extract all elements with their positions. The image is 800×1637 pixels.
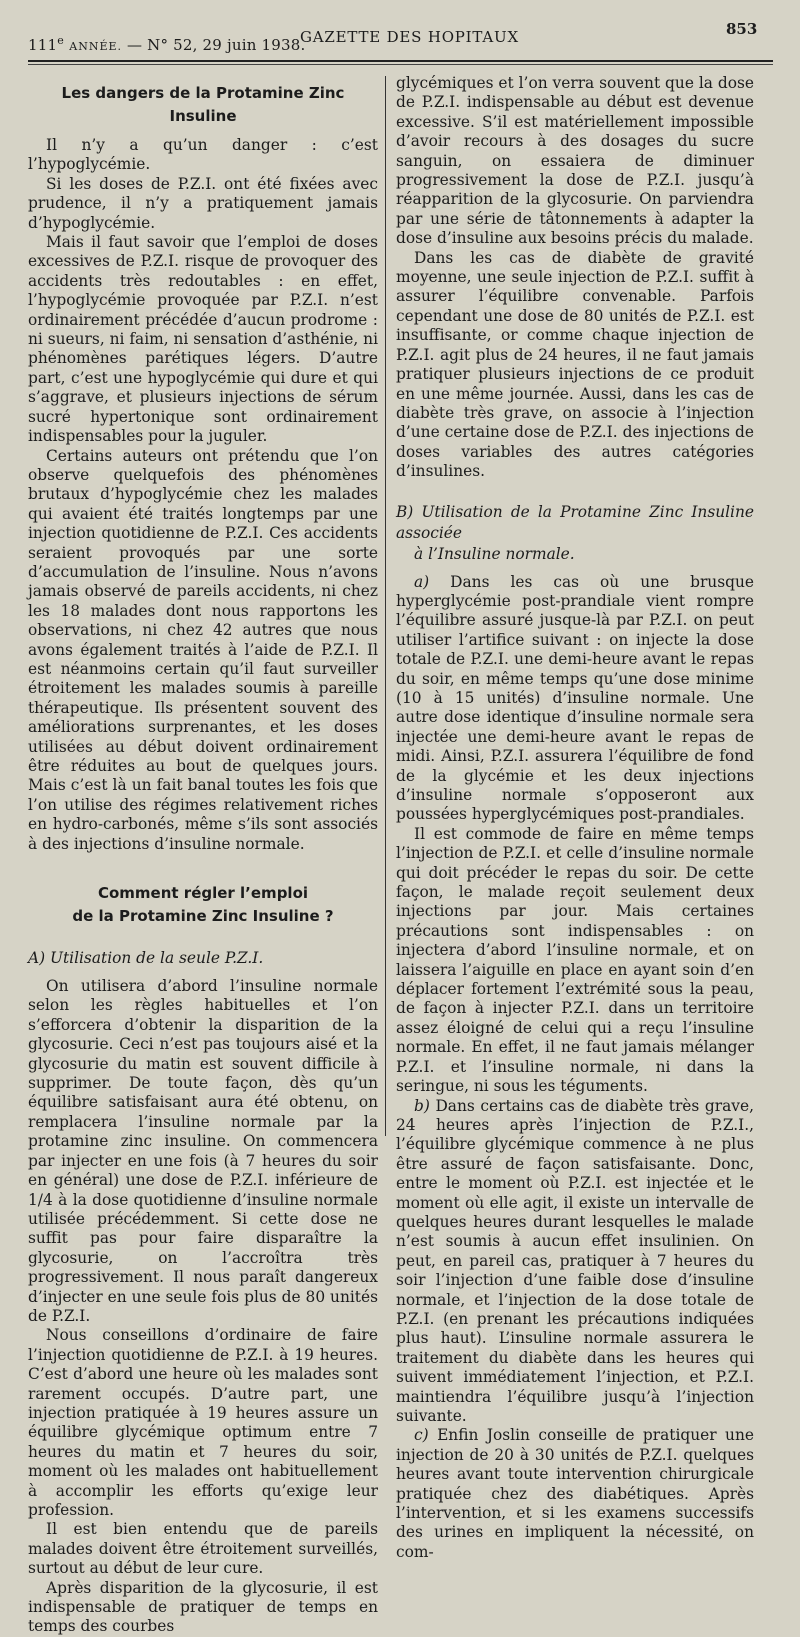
page-header [0, 0, 800, 70]
paragraph: Il est commode de faire en même temps l’injection de P.Z.I. et celle d’insuline normale qui doit précéder le repas du soir. De cette façon, le malade reçoit seulement deux injections par jour. Mais certaines précautions sont indispensables : on injectera d’abord l’insuline normale, et on laissera l’aiguille en place en ayant soin d’en déplacer fortement l’extrémité sous la peau, de façon à injecter P.Z.I. dans un territoire assez éloigné de celui qui a reçu l’insuline normale. En effet, il ne faut jamais mélanger P.Z.I. et l’insuline normale, ni dans la seringue, ni sous les téguments. [396, 824, 754, 1096]
item-b [396, 1097, 754, 1427]
item-b-label: b) [414, 1096, 430, 1115]
left-column [28, 74, 378, 1637]
paragraph: Nous conseillons d’ordinaire de faire l’injection quotidienne de P.Z.I. à 19 heures. C’est d’abord une heure où les malades sont rarement occupés. D’autre part, une injection pratiquée à 19 heures assure un équilibre glycémique optimum entre 7 heures du matin et 7 heures du soir, moment où les malades ont habituellement à accomplir les efforts qu’exige leur profession. [28, 1326, 378, 1519]
issue-date: — N° 52, 29 juin 1938. [122, 36, 306, 54]
column-divider [385, 76, 386, 1136]
item-c-label: c) [414, 1426, 429, 1445]
paragraph: Certains auteurs ont prétendu que l’on observe quelquefois des phénomènes brutaux d’hypoglycémie chez les malades qui avaient été traités longtemps par une injection quotidienne de P.Z.I. Ces accidents seraient provoqués par une sorte d’accumulation de l’insuline. Nous n’avons jamais observé de pareils accidents, ni chez les 18 malades dont nous rapportons les observations, ni chez 42 autres que nous avons également traités à l’aide de P.Z.I. Il est néanmoins certain qu’il faut surveiller étroitement les malades soumis à pareille thérapeutique. Ils présentent souvent des améliorations surprenantes, et les doses utilisées au début doivent ordinairement être réduites au bout de quelques jours. Mais c’est là un fait banal toutes les fois que l’on utilise des régimes relativement riches en hydro-carbonés, même s’ils sont associés à des injections d’insuline normale. [28, 446, 378, 853]
section-title-dangers: Les dangers de la Protamine Zinc Insuline [61, 84, 345, 125]
volume-suffix: e [57, 34, 65, 47]
item-a-label: a) [414, 572, 430, 591]
paragraph: Dans les cas de diabète de gravité moyenne, une seule injection de P.Z.I. suffit à assurer l’équilibre convenable. Parfois cependant une dose de 80 unités de P.Z.I. est insuffisante, or comme chaque injection de P.Z.I. agit plus de 24 heures, il ne faut jamais pratiquer plusieurs injections de ce produit en une même journée. Aussi, dans les cas de diabète très grave, on associe à l’injection d’une certaine dose de P.Z.I. des injections de doses variables des autres catégories d’insulines. [396, 248, 754, 481]
header-rule-thin [28, 64, 773, 65]
subsection-a-title: A) Utilisation de la seule P.Z.I. [28, 949, 264, 968]
annee-label: ANNÉE. [64, 40, 122, 53]
subsection-b-line1: B) Utilisation de la Protamine Zinc Insuline associée [396, 502, 754, 542]
subsection-b-line2: à l’Insuline normale. [414, 544, 575, 563]
item-a-text: Dans les cas où une brusque hyperglycémie post-prandiale vient rompre l’équilibre assuré jusque-là par P.Z.I. on peut utiliser l’artifice suivant : on injecte la dose totale de P.Z.I. une demi-heure avant le repas du soir, en même temps qu’une dose minime (10 à 15 unités) d’insuline normale. Une autre dose identique d’insuline normale sera injectée une demi-heure avant le repas de midi. Ainsi, P.Z.I. assurera l’équilibre de fond de la glycémie et les deux injections d’insuline normale s’opposeront aux poussées hyperglycémiques post-prandiales. [396, 572, 754, 824]
header-rule [28, 60, 773, 62]
issue-info [28, 34, 306, 54]
section-title-line2: de la Protamine Zinc Insuline ? [72, 907, 334, 926]
item-c [396, 1426, 754, 1562]
paragraph: Mais il faut savoir que l’emploi de doses excessives de P.Z.I. risque de provoquer des accidents très redoutables : en effet, l’hypoglycémie provoquée par P.Z.I. n’est ordinairement précédée d’aucun prodrome : ni sueurs, ni faim, ni sensation d’asthénie, ni phénomènes parétiques légers. D’autre part, c’est une hypoglycémie qui dure et qui s’aggrave, et plusieurs injections de sérum sucré hypertonique sont ordinairement indispensables pour la juguler. [28, 233, 378, 446]
subsection-b-title [396, 502, 754, 565]
paragraph: Il est bien entendu que de pareils malades doivent être étroitement surveillés, surtout au début de leur cure. [28, 1520, 378, 1578]
paragraph: Il n’y a qu’un danger : c’est l’hypoglycémie. [28, 136, 378, 174]
volume-number: 111 [28, 36, 58, 54]
item-b-text: Dans certains cas de diabète très grave, 24 heures après l’injection de P.Z.I., l’équilibre glycémique commence à ne plus être assuré de façon satisfaisante. Donc, entre le moment où P.Z.I. est injectée et le moment où elle agit, il existe un intervalle de quelques heures durant lesquelles le malade n’est soumis à aucun effet insulinien. On peut, en pareil cas, pratiquer à 7 heures du soir l’injection d’une faible dose d’insuline normale, et l’injection de la dose totale de P.Z.I. (en prenant les précautions indiquées plus haut). L’insuline normale assurera le traitement du diabète dans les heures qui suivent immédiatement l’injection, et P.Z.I. maintiendra l’équilibre jusqu’à l’injection suivante. [396, 1096, 754, 1425]
section-title-line1: Comment régler l’emploi [97, 884, 309, 903]
paragraph: Après disparition de la glycosurie, il est indispensable de pratiquer de temps en temps des courbes [28, 1578, 378, 1636]
journal-title: GAZETTE DES HOPITAUX [300, 28, 519, 46]
section-title-regler [28, 882, 378, 928]
paragraph: glycémiques et l’on verra souvent que la dose de P.Z.I. indispensable au début est devenue excessive. S’il est matériellement impossible d’avoir recours à des dosages du sucre sanguin, on essaiera de diminuer progressivement la dose de P.Z.I. jusqu’à réapparition de la glycosurie. On parviendra par une série de tâtonnements à adapter la dose d’insuline aux besoins précis du malade. [396, 74, 754, 248]
item-a [396, 573, 754, 825]
item-c-text: Enfin Joslin conseille de pratiquer une injection de 20 à 30 unités de P.Z.I. quelques heures avant toute intervention chirurgicale pratiquée chez des diabétiques. Après l’intervention, et si les examens successifs des urines en impliquent la nécessité, on com- [396, 1426, 754, 1561]
paragraph: Si les doses de P.Z.I. ont été fixées avec prudence, il n’y a pratiquement jamais d’hypoglycémie. [28, 174, 378, 232]
page-number: 853 [726, 20, 758, 38]
right-column [396, 74, 754, 1562]
paragraph: On utilisera d’abord l’insuline normale selon les règles habituelles et l’on s’efforcera d’obtenir la disparition de la glycosurie. Ceci n’est pas toujours aisé et la glycosurie du matin est souvent difficile à supprimer. De toute façon, dès qu’un équilibre satisfaisant aura été obtenu, on remplacera l’insuline normale par la protamine zinc insuline. On commencera par injecter en une fois (à 7 heures du soir en général) une dose de P.Z.I. inférieure de 1/4 à la dose quotidienne d’insuline normale utilisée précédemment. Si cette dose ne suffit pas pour faire disparaître la glycosurie, on l’accroîtra très progressivement. Il nous paraît dangereux d’injecter en une seule fois plus de 80 unités de P.Z.I. [28, 977, 378, 1325]
